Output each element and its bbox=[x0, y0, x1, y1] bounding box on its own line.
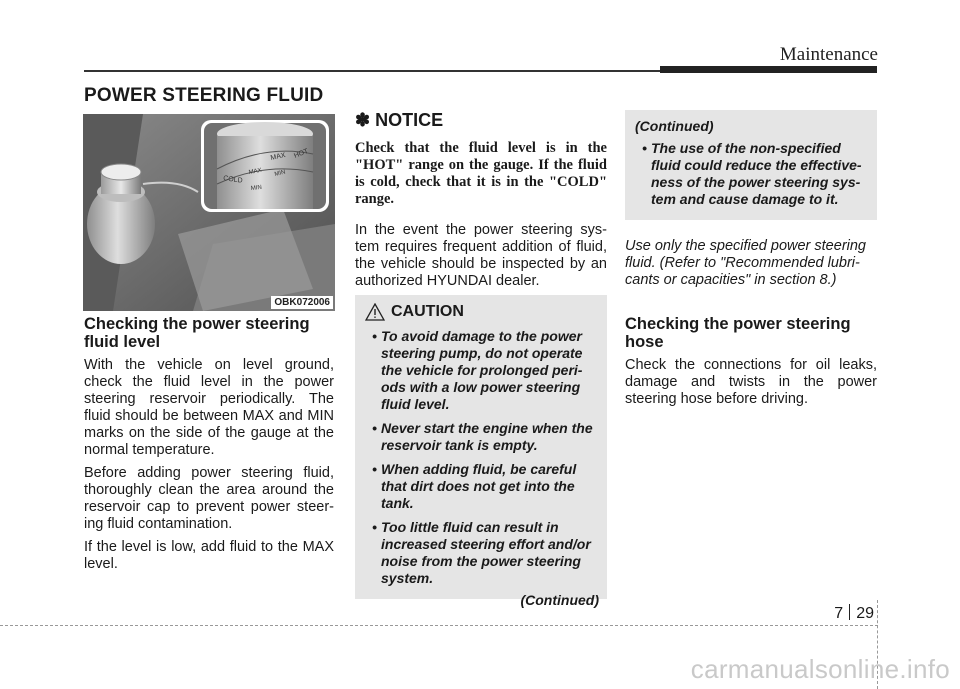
gauge-label-max-cold: MAX bbox=[248, 167, 263, 176]
header-bar bbox=[660, 66, 877, 73]
gauge-label-cold: COLD bbox=[222, 175, 243, 185]
gauge-label-hot: HOT bbox=[293, 147, 310, 160]
fluid-level-paragraph: With the vehicle on level ground, check the fluid level in the power steering reservoir periodically. The fluid should be between MAX and MIN marks on the side of the gauge at the normal temperature. bbox=[84, 357, 334, 458]
page-title: POWER STEERING FLUID bbox=[84, 85, 324, 106]
list-item: • Too little fluid can result in increased steering effort and/or noise from the power steering system. bbox=[372, 519, 591, 586]
reservoir-photo bbox=[83, 114, 335, 311]
watermark: carmanualsonline.info bbox=[690, 654, 950, 684]
fluid-spec-note: Use only the specified power steering fluid. (Refer to "Recommended lubri-cants or capacities" in section 8.) bbox=[625, 238, 866, 288]
page-number-value: 29 bbox=[856, 605, 874, 622]
notice-text: Check that the fluid level is in the "HOT" range on the gauge. If the fluid is cold, check that it is in the "COLD" range. bbox=[355, 140, 607, 207]
continued-box bbox=[625, 110, 877, 220]
list-item: • When adding fluid, be careful that dirt does not get into the tank. bbox=[372, 461, 577, 511]
header-rule bbox=[84, 70, 660, 72]
caution-list bbox=[365, 328, 599, 587]
header-section-title: Maintenance bbox=[779, 44, 878, 65]
list-item: • The use of the non-specified fluid could reduce the effective-ness of the power steering sys-tem and cause damage to it. bbox=[642, 140, 862, 207]
page-number-separator bbox=[849, 604, 850, 620]
warning-triangle-icon bbox=[365, 303, 385, 321]
notice-body: In the event the power steering sys-tem requires frequent addition of fluid, the vehicle should be inspected by an authorized HYUNDAI dealer. bbox=[355, 222, 607, 289]
caution-title: CAUTION bbox=[391, 303, 464, 320]
list-item: • To avoid damage to the power steering pump, do not operate the vehicle for prolonged peri-ods with a low power steering fluid level. bbox=[372, 328, 583, 412]
gauge-label-min-cold: MIN bbox=[250, 184, 263, 192]
footer-rule bbox=[0, 625, 878, 626]
fluid-level-paragraph: Before adding power steering fluid, thoroughly clean the area around the reservoir cap to prevent power steer-ing fluid contamination. bbox=[84, 465, 334, 532]
caution-continued: (Continued) bbox=[520, 592, 599, 608]
image-code: OBK072006 bbox=[271, 296, 333, 309]
reservoir-illustration bbox=[83, 114, 335, 311]
fluid-level-heading: Checking the power steering fluid level bbox=[84, 315, 310, 351]
caution-box bbox=[355, 295, 607, 608]
gauge-label-max-hot: MAX bbox=[269, 151, 287, 162]
fluid-level-paragraph: If the level is low, add fluid to the MAX level. bbox=[84, 539, 334, 572]
notice-section bbox=[355, 110, 607, 296]
fluid-level-section bbox=[84, 315, 334, 579]
notice-title: ✽ NOTICE bbox=[355, 110, 444, 130]
hose-body: Check the connections for oil leaks, damage and twists in the power steering hose before driving. bbox=[625, 357, 877, 407]
page-number bbox=[834, 602, 874, 623]
continued-list bbox=[635, 140, 869, 208]
continued-label: (Continued) bbox=[635, 118, 714, 134]
chapter-number: 7 bbox=[834, 605, 844, 622]
list-item: • Never start the engine when the reservoir tank is empty. bbox=[372, 420, 593, 453]
gauge-label-min-hot: MIN bbox=[274, 169, 287, 178]
hose-section bbox=[625, 238, 877, 414]
hose-heading: Checking the power steering hose bbox=[625, 315, 851, 351]
